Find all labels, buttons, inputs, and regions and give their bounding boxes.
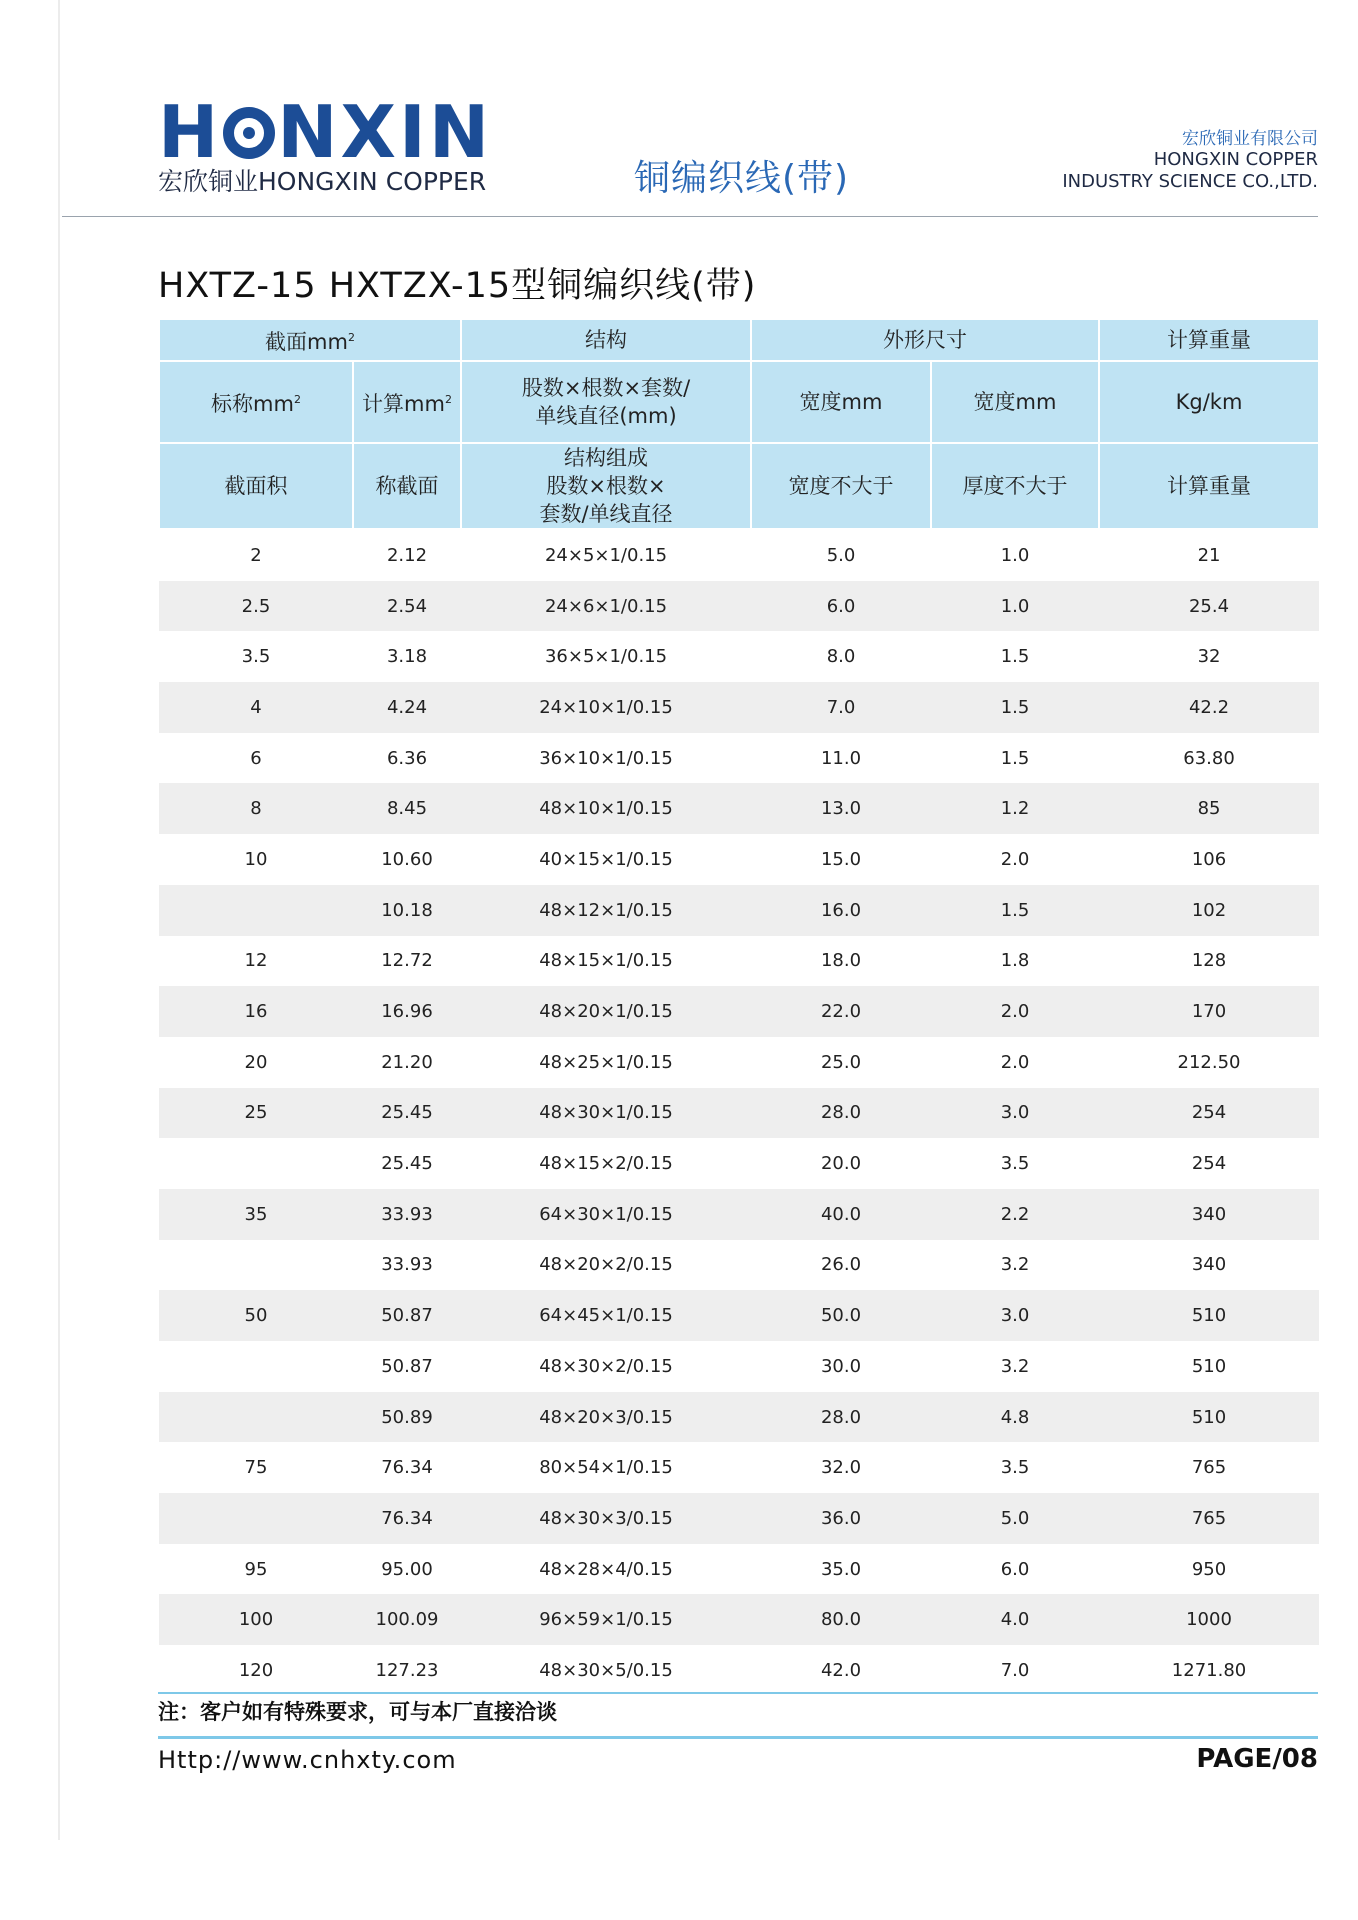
cell-calculated: 10.18 [353, 885, 461, 936]
cell-structure: 48×12×1/0.15 [461, 885, 751, 936]
cell-width: 28.0 [751, 1392, 931, 1443]
cell-calculated: 100.09 [353, 1594, 461, 1645]
cell-thickness: 6.0 [1000, 1558, 1030, 1580]
cell-weight: 25.4 [1099, 581, 1319, 632]
table-bottom-rule [158, 1692, 1318, 1694]
header-area: 截面积 [159, 443, 353, 529]
cell-width: 80.0 [751, 1594, 931, 1645]
cell-calculated: 3.18 [386, 646, 428, 668]
page-number: PAGE/08 [1196, 1744, 1318, 1774]
table-row [159, 1189, 1319, 1240]
table-row [159, 1392, 1319, 1443]
cell-nominal: 8 [159, 783, 353, 834]
cell-thickness: 5.0 [931, 1493, 1099, 1544]
cell-thickness: 3.0 [931, 1290, 1099, 1341]
cell-weight: 765 [1099, 1493, 1319, 1544]
cell-calculated: 33.93 [381, 1254, 433, 1276]
cell-weight: 212.50 [1177, 1051, 1241, 1073]
cell-weight: 254 [1191, 1153, 1227, 1175]
table-row [159, 1645, 1319, 1696]
cell-calculated: 127.23 [375, 1659, 439, 1681]
cell-thickness: 2.0 [1000, 848, 1030, 870]
cell-structure: 80×54×1/0.15 [539, 1457, 673, 1479]
table-row [159, 581, 1319, 632]
table-row [159, 1341, 1319, 1392]
cell-calculated: 16.96 [353, 986, 461, 1037]
cell-structure: 36×10×1/0.15 [539, 747, 673, 769]
cell-width: 30.0 [820, 1355, 862, 1377]
cell-weight: 106 [1191, 848, 1227, 870]
table-row [159, 1088, 1319, 1139]
header-nominal-area: 称截面 [353, 443, 461, 529]
cell-structure: 48×20×2/0.15 [539, 1254, 673, 1276]
cell-thickness: 7.0 [1000, 1659, 1030, 1681]
cell-calculated: 10.60 [381, 848, 433, 870]
company-name-en-line2: INDUSTRY SCIENCE CO.,LTD. [1062, 171, 1318, 192]
cell-structure: 48×30×2/0.15 [539, 1355, 673, 1377]
cell-width: 50.0 [751, 1290, 931, 1341]
cell-weight: 128 [1191, 950, 1227, 972]
cell-thickness: 1.5 [931, 885, 1099, 936]
cell-width: 35.0 [820, 1558, 862, 1580]
cell-weight: 510 [1191, 1355, 1227, 1377]
company-name-cn: 宏欣铜业有限公司 [1182, 129, 1318, 149]
table-row [159, 986, 1319, 1037]
table-row [159, 1240, 1319, 1291]
cell-structure: 48×10×1/0.15 [461, 783, 751, 834]
cell-structure: 48×30×3/0.15 [461, 1493, 751, 1544]
cell-weight: 510 [1099, 1392, 1319, 1443]
cell-structure: 40×15×1/0.15 [539, 848, 673, 870]
cell-calculated: 21.20 [381, 1051, 433, 1073]
cell-structure: 48×25×1/0.15 [539, 1051, 673, 1073]
cell-width: 22.0 [751, 986, 931, 1037]
table-row [159, 529, 1319, 581]
table-row [159, 1138, 1319, 1189]
cell-width: 11.0 [820, 747, 862, 769]
cell-width: 6.0 [751, 581, 931, 632]
cell-calculated: 50.87 [353, 1290, 461, 1341]
cell-weight: 340 [1191, 1254, 1227, 1276]
cell-calculated: 33.93 [353, 1189, 461, 1240]
cell-calculated: 4.24 [353, 682, 461, 733]
cell-structure: 36×5×1/0.15 [544, 646, 668, 668]
website-url: Http://www.cnhxty.com [158, 1746, 457, 1774]
cell-nominal [159, 885, 353, 936]
cell-width: 40.0 [751, 1189, 931, 1240]
cell-nominal [159, 1341, 353, 1392]
cell-nominal: 2 [250, 544, 262, 566]
logo-o-mark-icon [223, 107, 275, 159]
header-max-width: 宽度不大于 [751, 443, 931, 529]
cell-nominal: 2.5 [159, 581, 353, 632]
cell-thickness: 1.0 [1000, 544, 1030, 566]
cell-weight: 42.2 [1099, 682, 1319, 733]
cell-nominal: 16 [159, 986, 353, 1037]
cell-structure: 64×30×1/0.15 [461, 1189, 751, 1240]
cell-width: 18.0 [820, 950, 862, 972]
cell-nominal [159, 1392, 353, 1443]
table-row [159, 1544, 1319, 1595]
header-row-2 [159, 361, 1319, 443]
table-row [159, 1442, 1319, 1493]
cell-nominal: 75 [244, 1457, 268, 1479]
cell-nominal: 50 [159, 1290, 353, 1341]
brand-subtitle: 宏欣铜业HONGXIN COPPER [158, 167, 487, 196]
cell-structure: 48×15×2/0.15 [539, 1153, 673, 1175]
cell-thickness: 1.0 [931, 581, 1099, 632]
cell-width: 7.0 [751, 682, 931, 733]
cell-thickness: 1.8 [1000, 950, 1030, 972]
header-width-2: 宽度mm [931, 361, 1099, 443]
cell-width: 26.0 [820, 1254, 862, 1276]
cell-thickness: 3.2 [1000, 1254, 1030, 1276]
cell-weight: 510 [1099, 1290, 1319, 1341]
cell-calculated: 25.45 [353, 1088, 461, 1139]
cell-weight: 21 [1197, 544, 1221, 566]
cell-thickness: 3.0 [931, 1088, 1099, 1139]
cell-thickness: 2.0 [931, 986, 1099, 1037]
cell-weight: 950 [1191, 1558, 1227, 1580]
table-row [159, 783, 1319, 834]
header-weight: 计算重量 [1099, 319, 1319, 361]
cell-weight: 85 [1099, 783, 1319, 834]
header-calc-weight: 计算重量 [1099, 443, 1319, 529]
table-row [159, 733, 1319, 784]
cell-structure: 48×15×1/0.15 [539, 950, 673, 972]
cell-nominal: 25 [159, 1088, 353, 1139]
cell-weight: 170 [1099, 986, 1319, 1037]
header-row-3 [159, 443, 1319, 529]
cell-structure: 48×30×5/0.15 [539, 1659, 673, 1681]
cell-structure: 64×45×1/0.15 [461, 1290, 751, 1341]
table-row [159, 1290, 1319, 1341]
company-name-en-line1: HONGXIN COPPER [1153, 149, 1318, 170]
cell-calculated: 25.45 [381, 1153, 433, 1175]
header-divider [62, 216, 1318, 217]
cell-weight: 765 [1191, 1457, 1227, 1479]
cell-calculated: 76.34 [353, 1493, 461, 1544]
cell-nominal: 4 [159, 682, 353, 733]
cell-nominal: 100 [159, 1594, 353, 1645]
header-dimensions: 外形尺寸 [751, 319, 1099, 361]
cell-width: 28.0 [751, 1088, 931, 1139]
footer-rule [158, 1736, 1318, 1739]
cell-structure: 96×59×1/0.15 [461, 1594, 751, 1645]
cell-nominal: 120 [238, 1659, 274, 1681]
cell-nominal [159, 1138, 353, 1189]
cell-structure: 24×6×1/0.15 [461, 581, 751, 632]
spec-table-body [159, 529, 1319, 1696]
cell-calculated: 12.72 [381, 950, 433, 972]
header-max-thickness: 厚度不大于 [931, 443, 1099, 529]
cell-width: 32.0 [820, 1457, 862, 1479]
cell-structure: 48×30×1/0.15 [461, 1088, 751, 1139]
cell-width: 20.0 [820, 1153, 862, 1175]
cell-nominal [159, 1493, 353, 1544]
page-edge [58, 0, 60, 1840]
cell-thickness: 4.0 [931, 1594, 1099, 1645]
cell-thickness: 3.5 [1000, 1153, 1030, 1175]
cell-weight: 32 [1197, 646, 1221, 668]
cell-structure: 48×20×1/0.15 [461, 986, 751, 1037]
footnote: 注：客户如有特殊要求，可与本厂直接洽谈 [158, 1700, 557, 1724]
cell-thickness: 1.5 [1000, 747, 1030, 769]
table-row [159, 834, 1319, 885]
table-row [159, 1037, 1319, 1088]
header-nominal: 标称$mm^2$ [159, 361, 353, 443]
brand-logo: H NXIN [158, 90, 493, 174]
cell-nominal: 3.5 [241, 646, 271, 668]
document-title: 铜编织线(带) [634, 158, 850, 199]
cell-weight: 1000 [1099, 1594, 1319, 1645]
cell-thickness: 2.0 [1000, 1051, 1030, 1073]
cell-weight: 340 [1099, 1189, 1319, 1240]
cell-width: 8.0 [826, 646, 856, 668]
cell-calculated: 76.34 [381, 1457, 433, 1479]
header-width-1: 宽度mm [751, 361, 931, 443]
cell-weight: 102 [1099, 885, 1319, 936]
page-header [0, 0, 1358, 220]
cell-structure: 24×10×1/0.15 [461, 682, 751, 733]
table-row [159, 885, 1319, 936]
table-row [159, 682, 1319, 733]
header-row-1 [159, 319, 1319, 361]
header-structure-formula: 股数×根数×套数/ 单线直径(mm) [461, 361, 751, 443]
cell-thickness: 2.2 [931, 1189, 1099, 1240]
table-row [159, 1493, 1319, 1544]
cell-nominal: 12 [244, 950, 268, 972]
cell-width: 16.0 [751, 885, 931, 936]
cell-width: 13.0 [751, 783, 931, 834]
cell-weight: 254 [1099, 1088, 1319, 1139]
header-unit: Kg/km [1099, 361, 1319, 443]
cell-nominal: 35 [159, 1189, 353, 1240]
cell-thickness: 1.5 [1000, 646, 1030, 668]
cell-calculated: 2.12 [386, 544, 428, 566]
cell-nominal: 95 [244, 1558, 268, 1580]
table-row [159, 631, 1319, 682]
table-row [159, 936, 1319, 987]
cell-calculated: 95.00 [381, 1558, 433, 1580]
model-title: HXTZ-15 HXTZX-15型铜编织线(带) [158, 266, 757, 306]
cell-structure: 48×20×3/0.15 [461, 1392, 751, 1443]
header-section: 截面$mm^2$ [159, 319, 461, 361]
cell-calculated: 6.36 [386, 747, 428, 769]
cell-calculated: 50.89 [353, 1392, 461, 1443]
cell-calculated: 50.87 [381, 1355, 433, 1377]
cell-thickness: 1.2 [931, 783, 1099, 834]
header-structure-composition: 结构组成 股数×根数× 套数/单线直径 [461, 443, 751, 529]
header-structure: 结构 [461, 319, 751, 361]
spec-table [158, 318, 1320, 1696]
cell-width: 36.0 [751, 1493, 931, 1544]
cell-structure: 24×5×1/0.15 [544, 544, 668, 566]
cell-weight: 1271.80 [1171, 1659, 1247, 1681]
cell-structure: 48×28×4/0.15 [539, 1558, 673, 1580]
table-row [159, 1594, 1319, 1645]
company-info [918, 124, 1318, 193]
header-calculated: 计算$mm^2$ [353, 361, 461, 443]
cell-width: 5.0 [826, 544, 856, 566]
cell-nominal: 6 [250, 747, 262, 769]
cell-thickness: 3.5 [1000, 1457, 1030, 1479]
cell-thickness: 4.8 [931, 1392, 1099, 1443]
cell-calculated: 2.54 [353, 581, 461, 632]
cell-width: 15.0 [820, 848, 862, 870]
cell-width: 42.0 [820, 1659, 862, 1681]
cell-weight: 63.80 [1183, 747, 1235, 769]
cell-calculated: 8.45 [353, 783, 461, 834]
cell-nominal: 10 [244, 848, 268, 870]
cell-thickness: 3.2 [1000, 1355, 1030, 1377]
cell-thickness: 1.5 [931, 682, 1099, 733]
cell-nominal [159, 1240, 353, 1291]
cell-nominal: 20 [244, 1051, 268, 1073]
cell-width: 25.0 [820, 1051, 862, 1073]
